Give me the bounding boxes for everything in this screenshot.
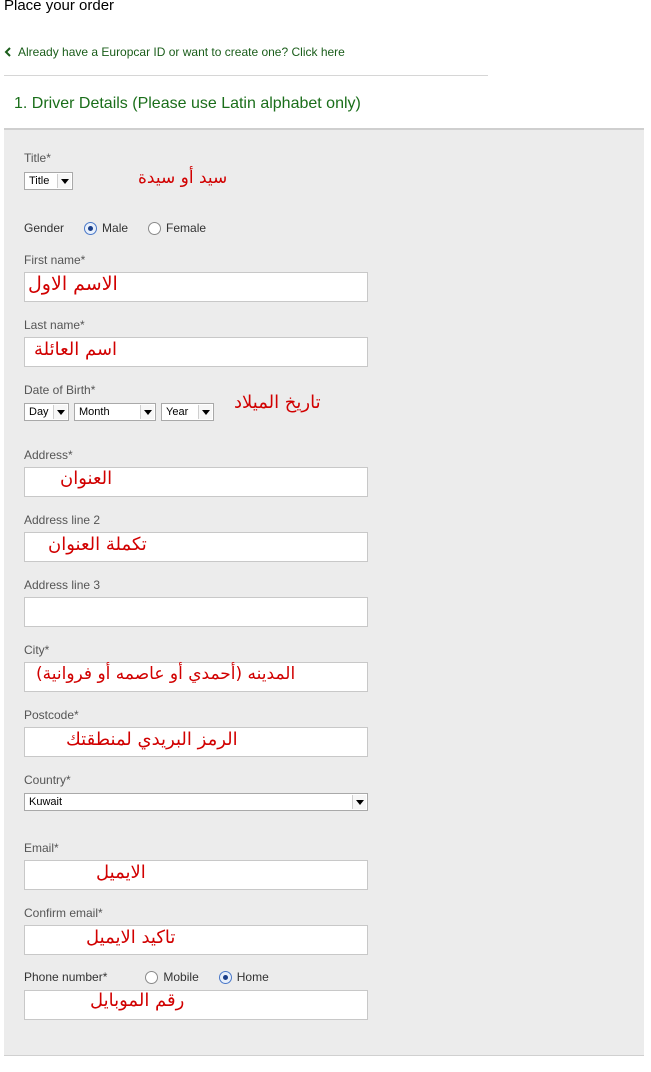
chevron-left-icon [4,47,11,57]
dropdown-arrow-icon [198,405,212,419]
europcar-id-link[interactable] [4,45,345,59]
address3-input[interactable] [24,597,368,627]
country-select[interactable] [24,793,368,811]
email-input[interactable] [24,860,368,890]
confirm-email-input[interactable] [24,925,368,955]
confirm-email-label: Confirm email* [24,906,103,920]
gender-male-radio[interactable] [84,222,97,235]
dropdown-arrow-icon [352,795,366,809]
address3-label: Address line 3 [24,578,101,592]
dropdown-arrow-icon [140,405,154,419]
dob-annotation: تاريخ الميلاد [234,392,321,413]
title-annotation: سيد أو سيدة [138,168,228,188]
email-annotation: الايميل [96,862,146,883]
dob-day-value: Day [29,406,49,418]
country-select-value: Kuwait [29,796,63,808]
phone-input[interactable] [24,990,368,1020]
title-select-value: Title [29,175,50,187]
phone-row [24,970,289,984]
dropdown-arrow-icon [53,405,67,419]
address2-label: Address line 2 [24,513,101,527]
dob-year-select[interactable] [161,403,214,421]
email-label: Email* [24,841,59,855]
dob-month-value: Month [79,406,110,418]
phone-mobile-radio[interactable] [145,971,158,984]
dropdown-arrow-icon [57,174,71,188]
dob-label: Date of Birth* [24,383,96,397]
gender-male-label[interactable]: Male [102,221,129,235]
panel-bottom-rule [4,1055,644,1056]
section-title: 1. Driver Details (Please use Latin alphabet only) [14,95,361,112]
divider [4,75,488,76]
europcar-id-link-text[interactable]: Already have a Europcar ID or want to create one? Click here [18,45,345,59]
last-name-annotation: اسم العائلة [34,339,118,360]
postcode-label: Postcode* [24,708,79,722]
address-annotation: العنوان [60,468,113,489]
confirm-email-annotation: تاكيد الايميل [86,927,176,948]
phone-home-radio[interactable] [219,971,232,984]
country-label: Country* [24,773,71,787]
last-name-label: Last name* [24,318,85,332]
phone-mobile-label[interactable]: Mobile [163,970,199,984]
gender-female-label[interactable]: Female [166,221,207,235]
gender-female-radio[interactable] [148,222,161,235]
first-name-label: First name* [24,253,86,267]
city-label: City* [24,643,50,657]
title-label: Title* [24,151,51,165]
city-annotation: المدينه (أحمدي أو عاصمه أو فروانية) [36,664,296,684]
phone-label: Phone number* [24,970,108,984]
gender-row [24,221,226,235]
dob-day-select[interactable] [24,403,69,421]
phone-home-label[interactable]: Home [236,970,269,984]
first-name-annotation: الاسم الاول [28,273,118,295]
phone-annotation: رقم الموبايل [90,990,185,1011]
title-select[interactable] [24,172,73,190]
dob-year-value: Year [166,406,189,418]
page-title: Place your order [4,0,115,14]
address2-annotation: تكملة العنوان [48,534,147,555]
dob-month-select[interactable] [74,403,156,421]
address-label: Address* [24,448,73,462]
gender-label: Gender [24,221,65,235]
postcode-annotation: الرمز البريدي لمنطقتك [66,729,238,750]
